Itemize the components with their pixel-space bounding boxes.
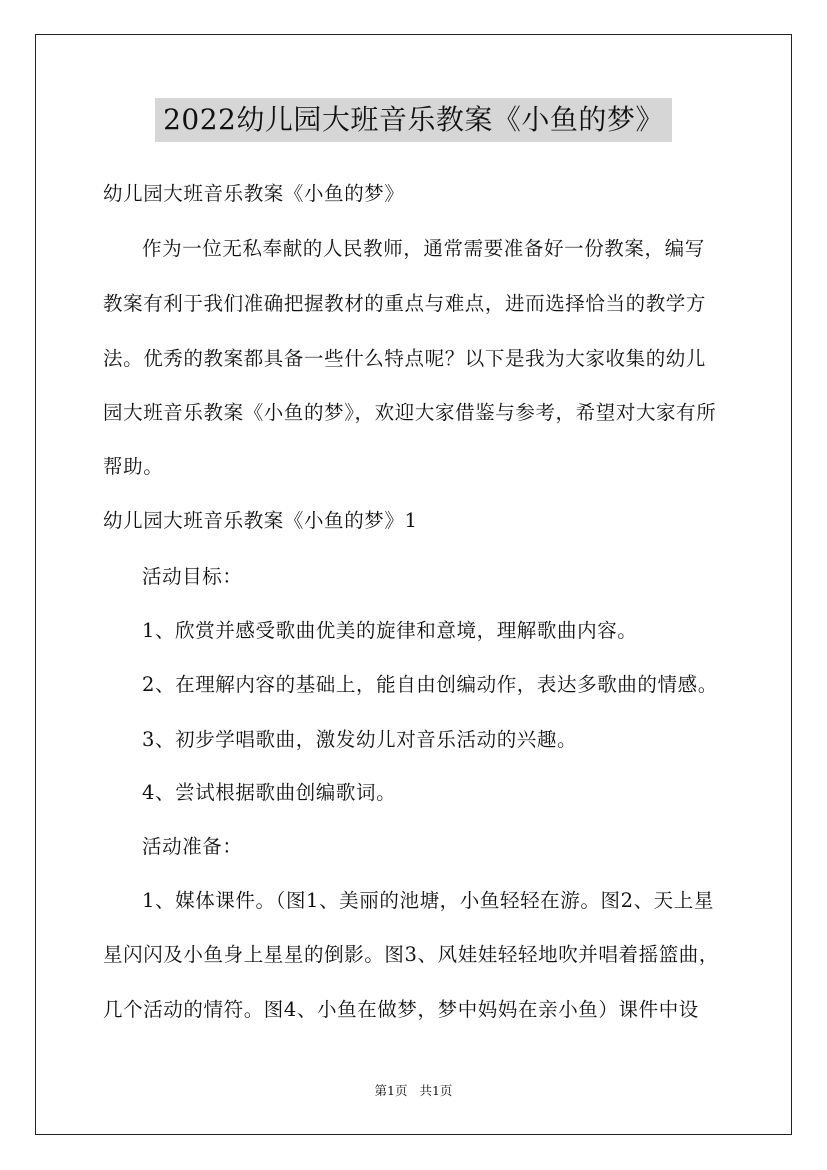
page-number: 第1页: [374, 1083, 408, 1098]
document-title: 2022幼儿园大班音乐教案《小鱼的梦》: [155, 98, 672, 142]
intro-line: 帮助。: [103, 455, 164, 478]
prep-line: 几个活动的情符。图4、小鱼在做梦，梦中妈妈在亲小鱼）课件中设: [103, 998, 699, 1021]
prep-heading: 活动准备：: [142, 835, 243, 858]
prep-line: 1、媒体课件。（图1、美丽的池塘，小鱼轻轻在游。图2、天上星: [142, 889, 714, 912]
page-footer: [0, 1083, 827, 1099]
page-total: 共1页: [419, 1083, 453, 1098]
goal-item: 2、在理解内容的基础上，能自由创编动作，表达多歌曲的情感。: [142, 673, 718, 696]
title-container: [0, 98, 827, 142]
goal-item: 4、尝试根据歌曲创编歌词。: [142, 781, 397, 804]
intro-line: 作为一位无私奉献的人民教师，通常需要准备好一份教案，编写: [142, 237, 705, 260]
intro-line: 教案有利于我们准确把握教材的重点与难点，进而选择恰当的教学方: [103, 292, 707, 315]
section-heading: 幼儿园大班音乐教案《小鱼的梦》1: [103, 509, 418, 532]
goals-heading: 活动目标：: [142, 565, 243, 588]
subtitle: 幼儿园大班音乐教案《小鱼的梦》: [103, 182, 405, 205]
prep-line: 星闪闪及小鱼身上星星的倒影。图3、风娃娃轻轻地吹并唱着摇篮曲，: [103, 943, 720, 966]
goal-item: 1、欣赏并感受歌曲优美的旋律和意境，理解歌曲内容。: [142, 619, 638, 642]
intro-line: 园大班音乐教案《小鱼的梦》，欢迎大家借鉴与参考，希望对大家有所: [103, 401, 717, 424]
goal-item: 3、初步学唱歌曲，激发幼儿对音乐活动的兴趣。: [142, 728, 578, 751]
intro-line: 法。优秀的教案都具备一些什么特点呢？以下是我为大家收集的幼儿: [103, 347, 707, 370]
